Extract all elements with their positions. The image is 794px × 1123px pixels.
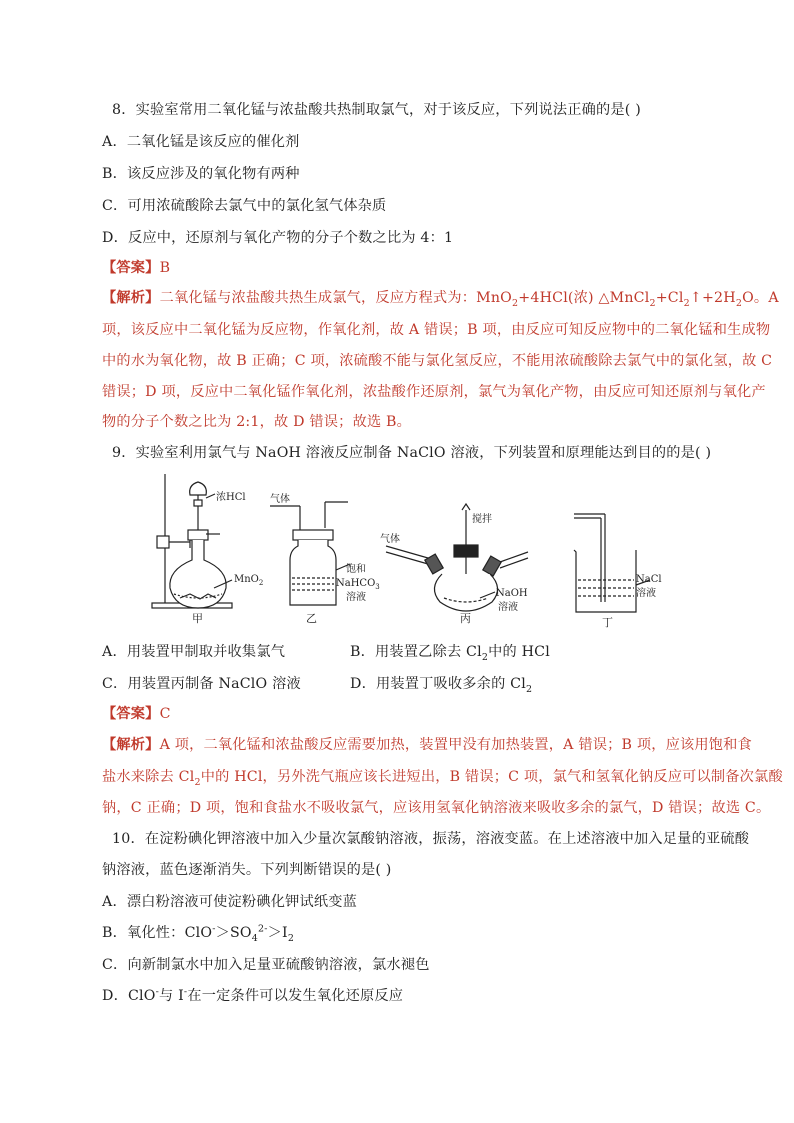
analysis-tag: 【解析】 xyxy=(102,290,160,306)
option-text: ＞SO xyxy=(215,925,252,941)
label-naoh: NaOH xyxy=(496,588,528,599)
q8-option-a: A．二氧化锰是该反应的催化剂 xyxy=(102,134,300,150)
subscript: 4 xyxy=(251,932,259,944)
label-yi: 乙 xyxy=(306,612,317,625)
answer-tag: 【答案】 xyxy=(102,260,160,276)
q9-answer xyxy=(102,704,171,724)
answer-value: C xyxy=(159,706,171,722)
label-mno2: MnO$_2$ xyxy=(234,574,264,587)
q8-answer xyxy=(102,258,170,278)
option-text: 在一定条件可以发生氧化还原反应 xyxy=(187,988,404,1004)
q9-option-b xyxy=(350,642,550,662)
q9-option-c: C．用装置丙制备 NaClO 溶液 xyxy=(102,676,301,692)
q8-analysis-line-1 xyxy=(102,288,779,308)
q9-option-d xyxy=(350,674,532,694)
label-gas-1: 气体 xyxy=(270,494,290,505)
superscript: - xyxy=(183,986,188,998)
analysis-text: A 项，二氧化锰和浓盐酸反应需要加热，装置甲没有加热装置，A 错误；B 项，应该用饱和食 xyxy=(159,737,752,753)
q10-stem-line-1: 10．在淀粉碘化钾溶液中加入少量次氯酸钠溶液，振荡，溶液变蓝。在上述溶液中加入足量的亚硫酸 xyxy=(112,831,750,847)
analysis-text: +Cl xyxy=(655,290,684,306)
q10-option-a: A．漂白粉溶液可使淀粉碘化钾试纸变蓝 xyxy=(102,894,358,910)
label-saturated: 饱和 xyxy=(346,564,366,575)
answer-value: B xyxy=(159,260,171,276)
q8-option-c: C．可用浓硫酸除去氯气中的氯化氢气体杂质 xyxy=(102,198,387,214)
label-conc-hcl: 浓HCl xyxy=(216,492,246,503)
option-text: D．用装置丁吸收多余的 Cl xyxy=(350,676,526,692)
option-text: 中的 HCl xyxy=(488,644,550,660)
subscript: 2 xyxy=(481,651,489,663)
analysis-text: O。A xyxy=(742,290,779,306)
q9-option-a: A．用装置甲制取并收集氯气 xyxy=(102,644,286,660)
superscript: - xyxy=(155,986,160,998)
label-bing: 丙 xyxy=(460,612,471,625)
q10-stem-line-2: 钠溶液，蓝色逐渐消失。下列判断错误的是( ) xyxy=(102,862,392,878)
label-gas-2: 气体 xyxy=(380,534,400,545)
analysis-text: 二氧化锰与浓盐酸共热生成氯气，反应方程式为：MnO xyxy=(159,290,512,306)
q8-analysis-line-2: 项，该反应中二氧化锰为反应物，作氧化剂，故 A 错误；B 项，由反应可知反应物中的二氧化锰和生成物 xyxy=(102,322,771,338)
q10-option-c: C．向新制氯水中加入足量亚硫酸钠溶液，氯水褪色 xyxy=(102,957,430,973)
option-text: B．氧化性：ClO xyxy=(102,925,213,941)
option-text: ＞I xyxy=(267,925,288,941)
label-solution-3: 溶液 xyxy=(636,588,656,599)
q8-analysis-line-3: 中的水为氧化物，故 B 正确；C 项，浓硫酸不能与氯化氢反应，不能用浓硫酸除去氯气中的氯化氢，故 C xyxy=(102,353,773,369)
label-ding: 丁 xyxy=(602,616,613,629)
analysis-text: 中的 HCl，另外洗气瓶应该长进短出，B 错误；C 项，氯气和氢氧化钠反应可以制备次氯酸 xyxy=(200,769,783,785)
subscript: 2 xyxy=(525,683,533,695)
subscript: 2 xyxy=(194,776,201,788)
superscript: 2- xyxy=(258,923,268,935)
label-jia: 甲 xyxy=(192,612,203,625)
superscript: - xyxy=(212,923,216,935)
analysis-text: 盐水来除去 Cl xyxy=(102,769,195,785)
option-text: B．用装置乙除去 Cl xyxy=(350,644,482,660)
subscript: 2 xyxy=(287,932,295,944)
q8-option-d: D．反应中，还原剂与氧化产物的分子个数之比为 4：1 xyxy=(102,230,454,246)
q10-option-b xyxy=(102,923,294,943)
label-solution-1: 溶液 xyxy=(346,592,366,603)
subscript: 2 xyxy=(735,297,743,309)
analysis-text: ↑+2H xyxy=(689,290,736,306)
analysis-text: +4HCl(浓) △MnCl xyxy=(518,290,650,306)
label-solution-2: 溶液 xyxy=(498,602,518,613)
q9-analysis-line-3: 钠，C 正确；D 项，饱和食盐水不吸收氯气，应该用氢氧化钠溶液来吸收多余的氯气，D 错误；故选 C。 xyxy=(102,800,771,816)
q10-option-d xyxy=(102,986,403,1006)
answer-tag: 【答案】 xyxy=(102,706,160,722)
q9-analysis-line-1 xyxy=(102,735,752,755)
q8-stem: 8．实验室常用二氧化锰与浓盐酸共热制取氯气，对于该反应，下列说法正确的是( ) xyxy=(112,102,641,118)
label-stir: 搅拌 xyxy=(472,514,492,525)
q8-analysis-line-5: 物的分子个数之比为 2:1，故 D 错误；故选 B。 xyxy=(102,414,412,430)
q9-analysis-line-2 xyxy=(102,767,783,787)
subscript: 2 xyxy=(649,297,656,309)
apparatus-figure xyxy=(150,470,670,630)
q9-stem: 9．实验室利用氯气与 NaOH 溶液反应制备 NaClO 溶液，下列装置和原理能达到目的的是( ) xyxy=(112,445,712,461)
label-nacl: NaCl xyxy=(636,574,662,585)
analysis-tag: 【解析】 xyxy=(102,737,160,753)
option-text: D．ClO xyxy=(102,988,156,1004)
label-nahco3: NaHCO$_3$ xyxy=(336,578,380,591)
q8-analysis-line-4: 错误；D 项，反应中二氧化锰作氧化剂，浓盐酸作还原剂，氯气为氧化产物，由反应可知还原剂与氧化产 xyxy=(102,384,766,400)
q8-option-b: B．该反应涉及的氧化物有两种 xyxy=(102,166,300,182)
option-text: 与 I xyxy=(159,988,184,1004)
subscript: 2 xyxy=(683,297,690,309)
subscript: 2 xyxy=(512,297,519,309)
